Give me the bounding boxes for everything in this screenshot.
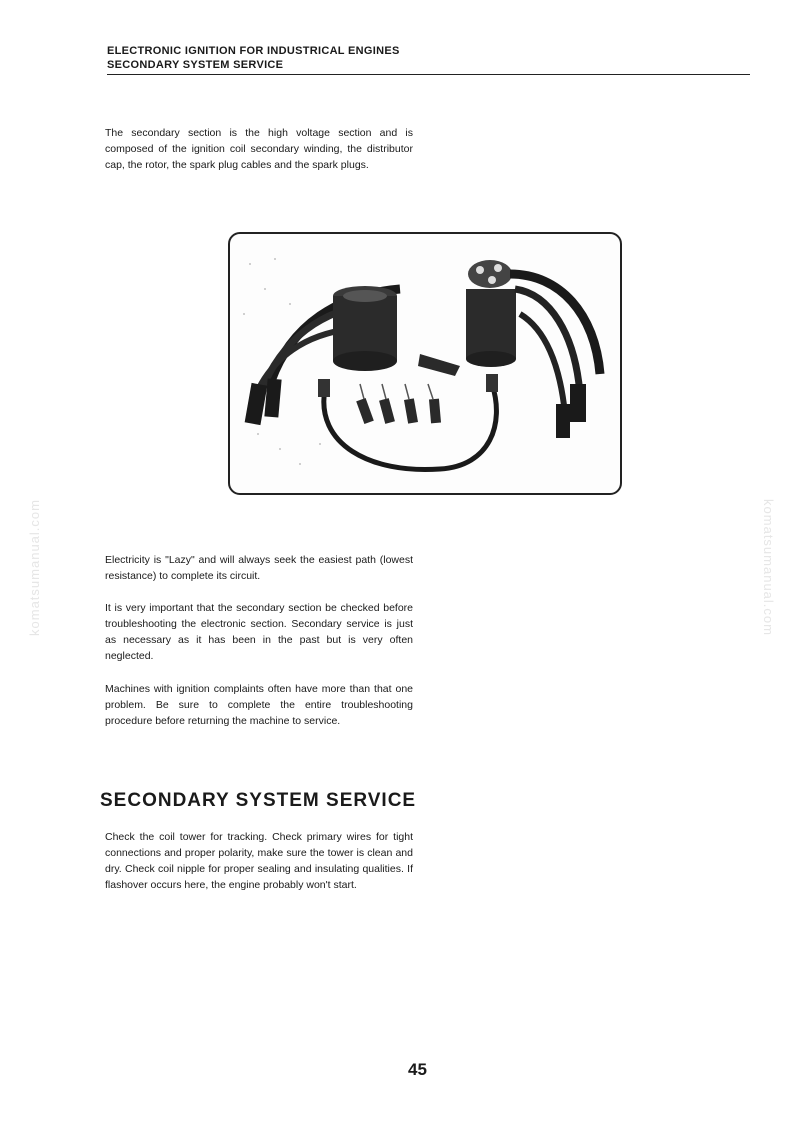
check-paragraph: Check the coil tower for tracking. Check primary wires for tight connections and proper polarity, make sure the tower is clean and dry. Check coil nipple for proper sealing and insulating qualities. If flashover occurs here, the engine probably won't start.: [105, 831, 413, 891]
header-rule: [107, 74, 750, 75]
watermark-right: komatsumanual.com: [760, 499, 776, 636]
section-title: SECONDARY SYSTEM SERVICE: [100, 790, 417, 811]
header-title: ELECTRONIC IGNITION FOR INDUSTRICAL ENGINES: [107, 45, 400, 57]
ignition-components-photo: [228, 232, 622, 495]
page-header: [107, 44, 750, 72]
lazy-paragraph: Electricity is "Lazy" and will always seek the easiest path (lowest resistance) to complete its circuit.: [105, 554, 413, 582]
page-number: 45: [408, 1060, 427, 1079]
ignition-components-illustration: [230, 234, 620, 493]
header-subtitle: SECONDARY SYSTEM SERVICE: [107, 59, 284, 71]
machines-paragraph: Machines with ignition complaints often have more than that one problem. Be sure to complete the entire troubleshooting procedure before returning the machine to service.: [105, 683, 413, 727]
important-paragraph: It is very important that the secondary section be checked before troubleshooting the electronic section. Secondary service is just as necessary as it has been in the past but is very often neglected.: [105, 602, 413, 662]
intro-paragraph: The secondary section is the high voltage section and is composed of the ignition coil secondary winding, the distributor cap, the rotor, the spark plug cables and the spark plugs.: [105, 127, 413, 171]
watermark-left: komatsumanual.com: [26, 499, 42, 636]
